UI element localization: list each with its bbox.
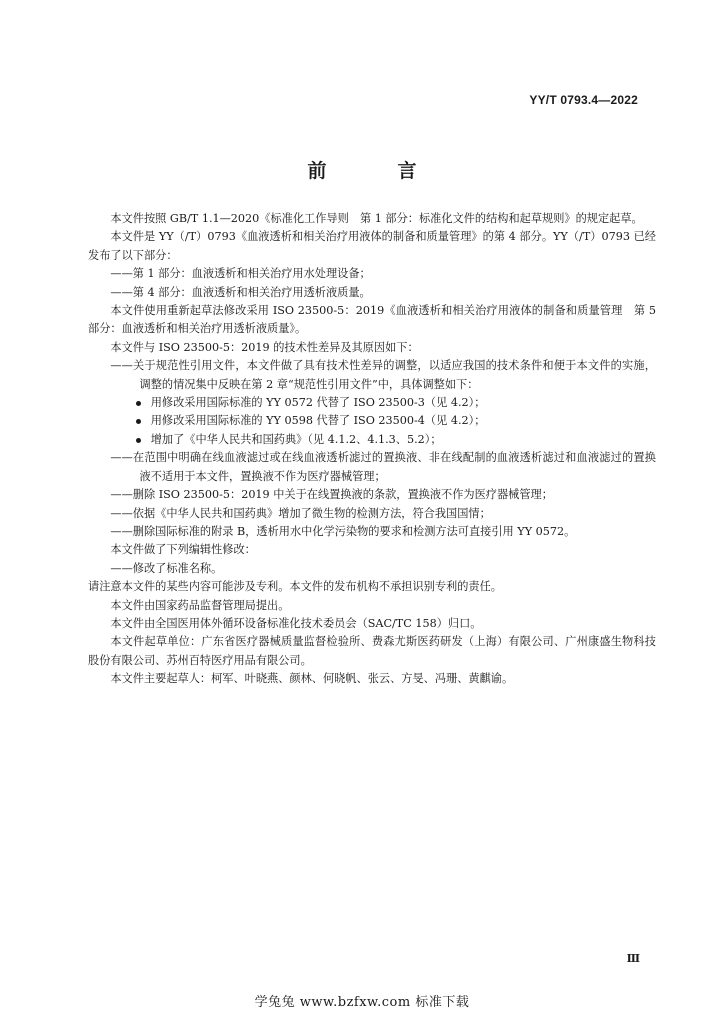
list-item: ——修改了标准名称。 [110, 561, 223, 575]
paragraph-committee: 本文件由全国医用体外循环设备标准化技术委员会（SAC/TC 158）归口。 [110, 616, 482, 630]
bullet-item [88, 431, 656, 449]
difference-item: ——关于规范性引用文件，本文件做了具有技术性差异的调整，以适应我国的技术条件和便于本文件的实施，调整的情况集中反映在第 2 章“规范性引用文件”中，具体调整如下： [110, 359, 656, 391]
difference-item: ——在范围中明确在线血液滤过或在线血液透析滤过的置换液、非在线配制的血液透析滤过和血液滤过的置换液不适用于本文件，置换液不作为医疗器械管理； [110, 451, 656, 483]
paragraph-drafting-units: 本文件起草单位：广东省医疗器械质量监督检验所、费森尤斯医药研发（上海）有限公司、广州康盛生物科技股份有限公司、苏州百特医疗用品有限公司。 [88, 635, 656, 667]
paragraph-drafting-rule: 本文件按照 GB/T 1.1—2020《标准化工作导则 第 1 部分：标准化文件的结构和起草规则》的规定起草。 [110, 212, 643, 225]
bullet-text: 用修改采用国际标准的 YY 0572 代替了 ISO 23500-3（见 4.2）； [150, 396, 486, 410]
standard-number: YY/T 0793.4—2022 [529, 93, 638, 107]
paragraph-drafters: 本文件主要起草人：柯军、叶晓燕、颜林、何晓帆、张云、方旻、冯珊、黄麒谕。 [110, 672, 514, 686]
bullet-text: 用修改采用国际标准的 YY 0598 代替了 ISO 23500-4（见 4.2）； [150, 414, 486, 428]
paragraph-adoption: 本文件使用重新起草法修改采用 ISO 23500-5：2019《血液透析和相关治疗用液体的制备和质量管理 第 5 部分：血液透析和相关治疗用透析液质量》。 [88, 304, 656, 336]
page-number: Ⅲ [626, 952, 640, 965]
list-item: ——第 1 部分：血液透析和相关治疗用水处理设备； [110, 267, 371, 281]
bullet-dot-icon [136, 419, 141, 424]
bullet-item [88, 394, 656, 412]
paragraph-patent-notice: 请注意本文件的某些内容可能涉及专利。本文件的发布机构不承担识别专利的责任。 [88, 580, 502, 594]
bullet-text: 增加了《中华人民共和国药典》（见 4.1.2、4.1.3、5.2）； [150, 432, 442, 446]
site-watermark: 学兔兔 www.bzfxw.com 标准下载 [254, 995, 470, 1010]
paragraph-series-info: 本文件是 YY（/T）0793《血液透析和相关治疗用液体的制备和质量管理》的第 4 部分。YY（/T）0793 已经发布了以下部分： [88, 230, 656, 262]
list-item: ——第 4 部分：血液透析和相关治疗用透析液质量。 [110, 285, 371, 299]
foreword-body [88, 210, 656, 689]
paragraph-differences-intro: 本文件与 ISO 23500-5：2019 的技术性差异及其原因如下： [110, 340, 419, 354]
difference-item: ——删除国际标准的附录 B，透析用水中化学污染物的要求和检测方法可直接引用 YY 0572。 [110, 524, 576, 538]
bullet-item [88, 412, 656, 430]
bullet-dot-icon [136, 401, 141, 406]
paragraph-proposer: 本文件由国家药品监督管理局提出。 [110, 598, 290, 612]
difference-item: ——删除 ISO 23500-5：2019 中关于在线置换液的条款，置换液不作为医疗器械管理； [110, 488, 553, 502]
difference-item: ——依据《中华人民共和国药典》增加了微生物的检测方法，符合我国国情； [110, 506, 491, 520]
bullet-dot-icon [136, 438, 141, 443]
paragraph-editorial-intro: 本文件做了下列编辑性修改： [110, 543, 256, 557]
page-title: 前 言 [307, 160, 443, 182]
